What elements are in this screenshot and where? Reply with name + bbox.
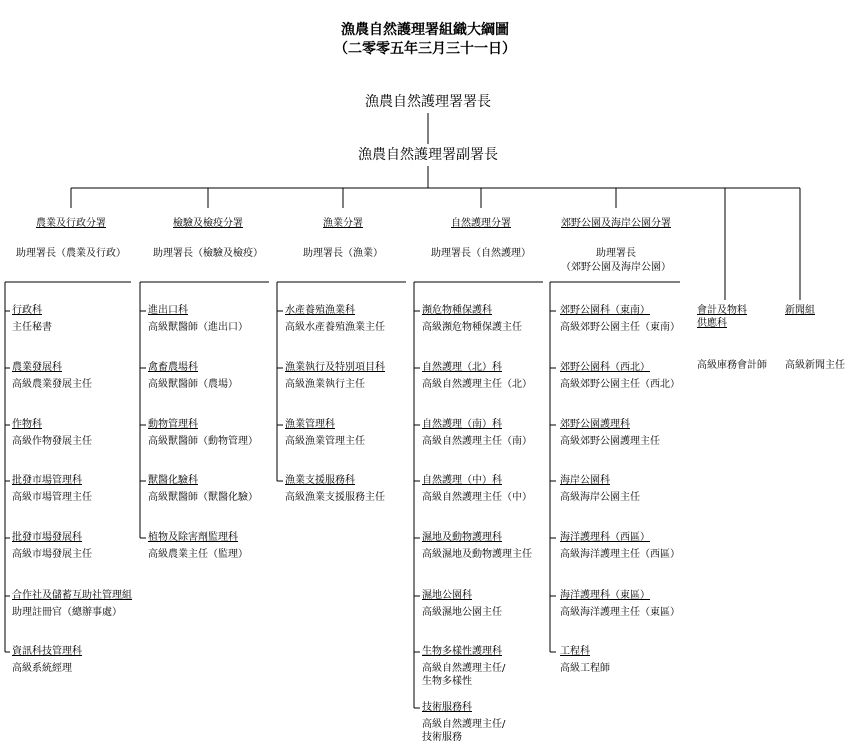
branch-head: 助理署長（自然護理） xyxy=(431,248,531,259)
section-name: 動物管理科 xyxy=(148,419,198,430)
direct-unit-name: 會計及物料 xyxy=(697,305,747,316)
section-name: 工程科 xyxy=(560,646,590,657)
section-officer: 高級農業發展主任 xyxy=(12,379,92,390)
section-officer: 高級獸醫師（進出口） xyxy=(148,322,248,333)
section-officer: 高級自然護理主任/ xyxy=(422,663,506,674)
section-name: 進出口科 xyxy=(148,305,188,316)
section-name: 行政科 xyxy=(12,305,42,316)
section-officer: 高級海洋護理主任（東區） xyxy=(560,607,680,618)
branch-head: 助理署長（農業及行政） xyxy=(16,248,126,259)
section-officer: 高級獸醫師（農場） xyxy=(148,379,238,390)
section-officer: 高級工程師 xyxy=(560,663,610,674)
section-officer: 高級郊野公園主任（東南） xyxy=(560,322,680,333)
section-officer: 高級作物發展主任 xyxy=(12,436,92,447)
section-officer: 高級水產養殖漁業主任 xyxy=(285,322,385,333)
section-officer: 高級自然護理主任（北） xyxy=(422,379,532,390)
direct-unit-officer: 高級庫務會計師 xyxy=(697,360,767,371)
section-officer: 高級市場發展主任 xyxy=(12,549,92,560)
branch-title: 農業及行政分署 xyxy=(36,218,106,229)
section-name: 資訊科技管理科 xyxy=(12,646,82,657)
section-name: 批發市場管理科 xyxy=(12,475,82,486)
section-name: 濕地及動物護理科 xyxy=(422,532,502,543)
section-name: 自然護理（南）科 xyxy=(422,419,502,430)
section-officer: 助理註冊官（總辦事處） xyxy=(12,607,122,618)
section-name: 技術服務科 xyxy=(422,702,472,713)
section-officer: 高級濕地及動物護理主任 xyxy=(422,549,532,560)
section-officer: 高級瀕危物種保護主任 xyxy=(422,322,522,333)
branch-head: 助理署長 xyxy=(596,248,636,259)
section-name: 漁業執行及特別項目科 xyxy=(285,362,385,373)
branch-head: （郊野公園及海岸公園） xyxy=(561,262,671,273)
section-officer: 高級自然護理主任/ xyxy=(422,719,506,730)
section-name: 海岸公園科 xyxy=(560,475,610,486)
branch-head: 助理署長（漁業） xyxy=(303,248,383,259)
section-officer: 高級農業主任（監理） xyxy=(148,549,248,560)
director-box: 漁農自然護理署署長 xyxy=(365,94,491,110)
section-name: 濕地公園科 xyxy=(422,590,472,601)
section-name: 植物及除害劑監理科 xyxy=(148,532,238,543)
section-officer: 高級系統經理 xyxy=(12,663,72,674)
branch-head: 助理署長（檢驗及檢疫） xyxy=(153,248,263,259)
chart-date: （二零零五年三月三十一日） xyxy=(334,41,516,57)
direct-unit-name: 供應科 xyxy=(697,318,727,329)
section-name: 批發市場發展科 xyxy=(12,532,82,543)
section-officer: 高級自然護理主任（南） xyxy=(422,436,532,447)
branch-title: 自然護理分署 xyxy=(451,218,511,229)
section-officer: 主任秘書 xyxy=(12,322,52,333)
section-officer: 生物多樣性 xyxy=(422,676,472,687)
section-name: 水產養殖漁業科 xyxy=(285,305,355,316)
section-officer: 高級獸醫師（動物管理） xyxy=(148,436,258,447)
section-name: 郊野公園護理科 xyxy=(560,419,630,430)
section-name: 作物科 xyxy=(12,419,42,430)
section-name: 郊野公園科（西北） xyxy=(560,362,650,373)
deputy-director-box: 漁農自然護理署副署長 xyxy=(358,147,498,163)
section-officer: 高級海洋護理主任（西區） xyxy=(560,549,680,560)
section-name: 海洋護理科（西區） xyxy=(560,532,650,543)
section-officer: 技術服務 xyxy=(422,732,462,743)
section-name: 瀕危物種保護科 xyxy=(422,305,492,316)
section-name: 禽畜農場科 xyxy=(148,362,198,373)
branch-title: 檢驗及檢疫分署 xyxy=(173,218,243,229)
branch-title: 漁業分署 xyxy=(323,218,363,229)
branch-title: 郊野公園及海岸公園分署 xyxy=(561,218,671,229)
section-officer: 高級市場管理主任 xyxy=(12,492,92,503)
section-officer: 高級郊野公園主任（西北） xyxy=(560,379,680,390)
direct-unit-name: 新聞組 xyxy=(785,305,815,316)
section-name: 合作社及儲蓄互助社管理組 xyxy=(12,590,132,601)
section-name: 郊野公園科（東南） xyxy=(560,305,650,316)
section-name: 自然護理（中）科 xyxy=(422,475,502,486)
section-name: 漁業支援服務科 xyxy=(285,475,355,486)
section-officer: 高級漁業管理主任 xyxy=(285,436,365,447)
section-officer: 高級濕地公園主任 xyxy=(422,607,502,618)
section-officer: 高級自然護理主任（中） xyxy=(422,492,532,503)
section-name: 農業發展科 xyxy=(12,362,62,373)
section-officer: 高級漁業執行主任 xyxy=(285,379,365,390)
section-name: 生物多樣性護理科 xyxy=(422,646,502,657)
section-name: 自然護理（北）科 xyxy=(422,362,502,373)
section-name: 海洋護理科（東區） xyxy=(560,590,650,601)
section-name: 獸醫化驗科 xyxy=(148,475,198,486)
section-officer: 高級漁業支援服務主任 xyxy=(285,492,385,503)
section-name: 漁業管理科 xyxy=(285,419,335,430)
direct-unit-officer: 高級新聞主任 xyxy=(785,360,845,371)
chart-title: 漁農自然護理署組織大綱圖 xyxy=(341,22,509,38)
section-officer: 高級郊野公園護理主任 xyxy=(560,436,660,447)
section-officer: 高級海岸公園主任 xyxy=(560,492,640,503)
section-officer: 高級獸醫師（獸醫化驗） xyxy=(148,492,258,503)
